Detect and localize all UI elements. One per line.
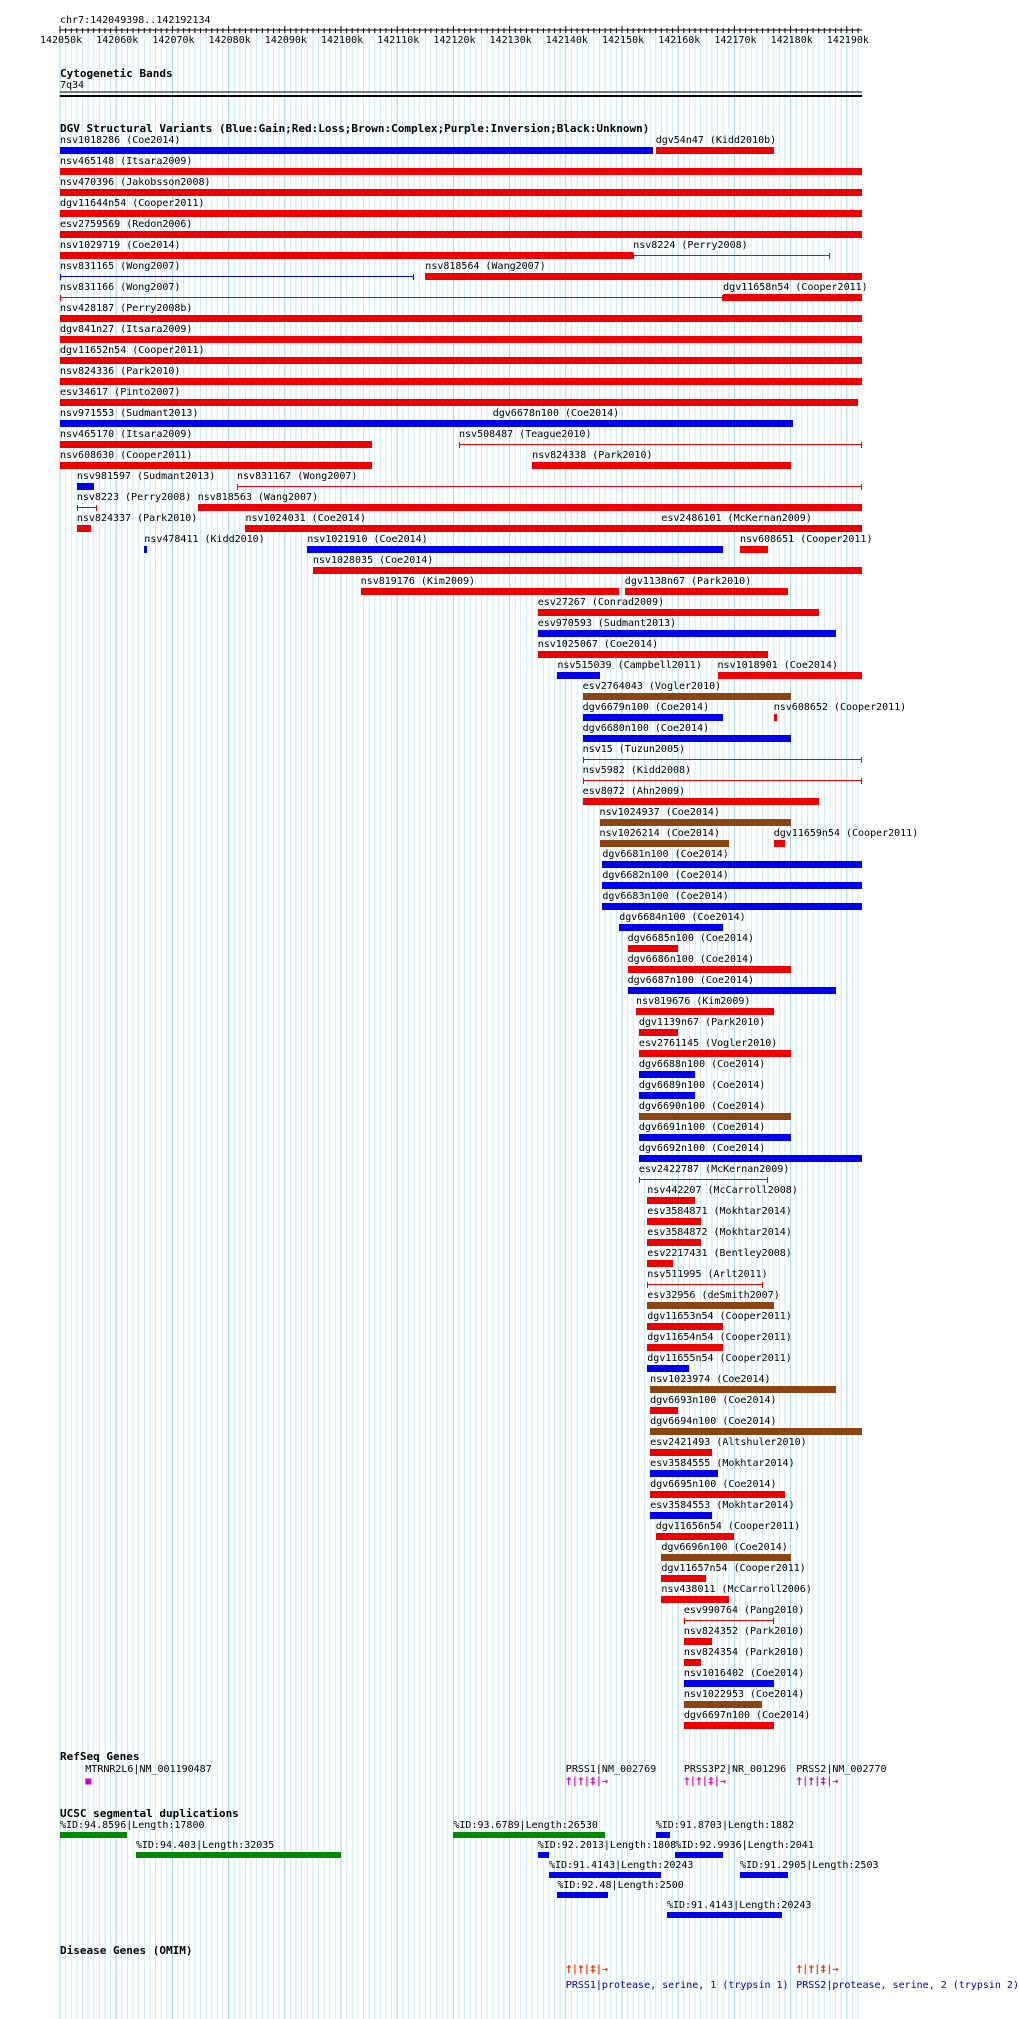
variant-bar[interactable]	[313, 567, 862, 574]
variant-tick	[583, 757, 584, 763]
variant-label[interactable]: nsv831165 (Wong2007)	[60, 261, 181, 272]
location-label: chr7:142049398..142192134	[60, 15, 211, 26]
variant-label[interactable]: nsv819176 (Kim2009)	[360, 576, 476, 587]
variant-bar[interactable]	[583, 759, 862, 760]
variant-tick	[647, 1282, 648, 1288]
variant-bar[interactable]	[198, 504, 862, 511]
variant-bar[interactable]	[650, 1449, 712, 1456]
variant-label[interactable]: dgv6684n100 (Coe2014)	[619, 912, 746, 923]
variant-bar[interactable]	[60, 315, 862, 322]
ruler-tick-label: 142160k	[658, 35, 701, 46]
variant-label[interactable]: dgv1139n67 (Park2010)	[638, 1017, 766, 1028]
variant-label[interactable]: dgv11657n54 (Cooper2011)	[661, 1563, 806, 1574]
variant-bar[interactable]	[625, 588, 788, 595]
variant-bar[interactable]	[60, 336, 862, 343]
variant-bar[interactable]	[60, 378, 862, 385]
segdup-label[interactable]: %ID:93.6789|Length:26530	[453, 1820, 598, 1831]
variant-label[interactable]: dgv6679n100 (Coe2014)	[582, 702, 710, 713]
variant-label[interactable]: dgv6688n100 (Coe2014)	[638, 1059, 766, 1070]
variant-tick	[60, 295, 61, 301]
variant-label[interactable]: nsv824337 (Park2010)	[76, 513, 198, 524]
ruler-tick-label: 142070k	[152, 35, 195, 46]
variant-bar[interactable]	[639, 1155, 862, 1162]
variant-bar[interactable]	[647, 1365, 689, 1372]
variant-tick	[77, 505, 78, 511]
variant-label[interactable]: esv990764 (Pang2010)	[683, 1605, 805, 1616]
variant-tick	[60, 274, 61, 280]
variant-bar[interactable]	[60, 210, 862, 217]
variant-label[interactable]: dgv11644n54 (Cooper2011)	[60, 198, 205, 209]
variant-label[interactable]: esv970593 (Sudmant2013)	[537, 618, 677, 629]
variant-bar[interactable]	[774, 840, 785, 847]
variant-bar[interactable]	[77, 525, 91, 532]
variant-bar[interactable]	[425, 273, 862, 280]
variant-bar[interactable]	[60, 462, 372, 469]
variant-bar[interactable]	[602, 903, 862, 910]
ruler-tick-label: 142150k	[602, 35, 645, 46]
variant-bar[interactable]	[583, 780, 862, 781]
variant-label[interactable]: dgv6686n100 (Coe2014)	[627, 954, 755, 965]
variant-bar[interactable]	[639, 1179, 768, 1180]
cytoband-label: 7q34	[60, 80, 85, 91]
variant-label[interactable]: nsv818563 (Wang2007)	[197, 492, 319, 503]
variant-bar[interactable]	[60, 399, 858, 406]
variant-bar[interactable]	[661, 1554, 790, 1561]
ruler-tick-label: 142170k	[714, 35, 757, 46]
variant-bar[interactable]	[237, 486, 862, 487]
ruler-tick-label: 142060k	[96, 35, 139, 46]
variant-label[interactable]: esv8072 (Ahn2009)	[582, 786, 686, 797]
gene-glyph-icon[interactable]: †|†|‡|→	[683, 1776, 726, 1787]
variant-bar[interactable]	[557, 672, 599, 679]
segdup-label[interactable]: %ID:94.8596|Length:17800	[60, 1820, 205, 1831]
variant-bar[interactable]	[583, 798, 819, 805]
segdup-bar[interactable]	[136, 1852, 341, 1858]
variant-bar[interactable]	[60, 168, 862, 175]
variant-bar[interactable]	[650, 1386, 835, 1393]
variant-label[interactable]: nsv1021910 (Coe2014)	[307, 534, 428, 545]
segdup-track-title[interactable]: UCSC segmental duplications	[60, 1807, 239, 1820]
variant-label[interactable]: esv2764043 (Vogler2010)	[582, 681, 722, 692]
ruler-tick-label: 142100k	[321, 35, 364, 46]
variant-bar[interactable]	[650, 1407, 678, 1414]
variant-label[interactable]: nsv442207 (McCarroll2008)	[647, 1185, 798, 1196]
variant-label[interactable]: nsv428187 (Perry2008b)	[60, 303, 193, 314]
variant-label[interactable]: dgv6692n100 (Coe2014)	[638, 1143, 766, 1154]
variant-bar[interactable]	[583, 714, 724, 721]
variant-bar[interactable]	[459, 444, 862, 445]
variant-label[interactable]: nsv608651 (Cooper2011)	[740, 534, 873, 545]
ruler-tick-label: 142140k	[545, 35, 588, 46]
variant-label[interactable]: esv2761145 (Vogler2010)	[638, 1038, 778, 1049]
segdup-label[interactable]: %ID:92.9936|Length:2041	[675, 1840, 814, 1851]
variant-bar[interactable]	[774, 714, 777, 721]
variant-label[interactable]: dgv6694n100 (Coe2014)	[650, 1416, 777, 1427]
variant-bar[interactable]	[628, 945, 679, 952]
variant-bar[interactable]	[647, 1260, 672, 1267]
variant-label[interactable]: nsv1023974 (Coe2014)	[650, 1374, 771, 1385]
variant-label[interactable]: dgv6683n100 (Coe2014)	[602, 891, 729, 902]
ruler-tick-label: 142090k	[264, 35, 307, 46]
variant-bar[interactable]	[650, 1428, 862, 1435]
segdup-bar[interactable]	[60, 1832, 127, 1838]
variant-tick	[639, 1177, 640, 1183]
variant-bar[interactable]	[77, 507, 97, 508]
variant-label[interactable]: nsv515039 (Campbell2011)	[557, 660, 702, 671]
variant-tick	[861, 442, 862, 448]
variant-bar[interactable]	[647, 1302, 773, 1309]
variant-bar[interactable]	[60, 147, 653, 154]
segdup-label[interactable]: %ID:92.48|Length:2500	[557, 1880, 684, 1891]
variant-bar[interactable]	[77, 483, 94, 490]
segdup-bar[interactable]	[656, 1832, 670, 1838]
variant-bar[interactable]	[684, 1620, 774, 1621]
variant-label[interactable]: esv3584872 (Mokhtar2014)	[647, 1227, 792, 1238]
variant-bar[interactable]	[639, 1113, 791, 1120]
ruler-tick-label: 142180k	[770, 35, 813, 46]
variant-label[interactable]: nsv824352 (Park2010)	[683, 1626, 805, 1637]
variant-tick	[413, 274, 414, 280]
variant-bar[interactable]	[647, 1284, 762, 1285]
variant-label[interactable]: nsv1026214 (Coe2014)	[599, 828, 720, 839]
variant-label[interactable]: dgv6681n100 (Coe2014)	[602, 849, 729, 860]
variant-label[interactable]: dgv11655n54 (Cooper2011)	[647, 1353, 792, 1364]
ruler-tick-label: 142110k	[377, 35, 420, 46]
segdup-bar[interactable]	[675, 1852, 723, 1858]
variant-bar[interactable]	[60, 231, 862, 238]
segdup-bar[interactable]	[538, 1852, 549, 1858]
variant-label[interactable]: esv3584871 (Mokhtar2014)	[647, 1206, 792, 1217]
variant-label[interactable]: dgv1138n67 (Park2010)	[624, 576, 752, 587]
variant-tick	[861, 484, 862, 490]
variant-label[interactable]: nsv5982 (Kidd2008)	[582, 765, 692, 776]
variant-label[interactable]: dgv6696n100 (Coe2014)	[661, 1542, 788, 1553]
variant-bar[interactable]	[650, 1512, 712, 1519]
variant-label[interactable]: nsv831166 (Wong2007)	[60, 282, 181, 293]
variant-tick	[767, 1177, 768, 1183]
variant-label[interactable]: esv2217431 (Bentley2008)	[647, 1248, 792, 1259]
variant-bar[interactable]	[650, 1470, 717, 1477]
segdup-label[interactable]: %ID:91.4143|Length:20243	[666, 1900, 812, 1911]
variant-label[interactable]: esv3584553 (Mokhtar2014)	[650, 1500, 795, 1511]
segdup-bar[interactable]	[740, 1872, 788, 1878]
variant-bar[interactable]	[538, 609, 819, 616]
variant-label[interactable]: dgv6680n100 (Coe2014)	[582, 723, 710, 734]
variant-tick	[96, 505, 97, 511]
gene-glyph-icon[interactable]: †|†|‡|→	[565, 1776, 608, 1787]
variant-label[interactable]: dgv6685n100 (Coe2014)	[627, 933, 755, 944]
omim-gene-glyph-icon[interactable]: †|†|‡|→	[565, 1964, 608, 1975]
variant-bar[interactable]	[684, 1680, 774, 1687]
variant-tick	[684, 1618, 685, 1624]
variant-bar[interactable]	[619, 924, 723, 931]
variant-bar[interactable]	[636, 1008, 774, 1015]
variant-label[interactable]: dgv6687n100 (Coe2014)	[627, 975, 755, 986]
variant-label[interactable]: nsv819676 (Kim2009)	[636, 996, 751, 1007]
variant-label[interactable]: nsv1024937 (Coe2014)	[599, 807, 720, 818]
variant-label[interactable]: nsv465170 (Itsara2009)	[60, 429, 193, 440]
variant-label[interactable]: dgv6691n100 (Coe2014)	[638, 1122, 766, 1133]
variant-label[interactable]: nsv1016402 (Coe2014)	[683, 1668, 805, 1679]
refseq-gene-label[interactable]: MTRNR2L6|NM_001190487	[85, 1764, 212, 1775]
variant-label[interactable]: dgv6682n100 (Coe2014)	[602, 870, 729, 881]
segdup-bar[interactable]	[549, 1872, 661, 1878]
variant-label[interactable]: nsv1029719 (Coe2014)	[60, 240, 181, 251]
segdup-label[interactable]: %ID:92.2013|Length:1808	[537, 1840, 677, 1851]
variant-label[interactable]: dgv6690n100 (Coe2014)	[638, 1101, 766, 1112]
ruler-tick-label: 142130k	[489, 35, 532, 46]
segdup-label[interactable]: %ID:91.2905|Length:2503	[740, 1860, 879, 1871]
variant-tick	[459, 442, 460, 448]
segdup-label[interactable]: %ID:94.403|Length:32035	[135, 1840, 275, 1851]
variant-label[interactable]: dgv11659n54 (Cooper2011)	[773, 828, 919, 839]
omim-gene-glyph-icon[interactable]: †|†|‡|→	[796, 1964, 839, 1975]
variant-bar[interactable]	[538, 630, 836, 637]
segdup-label[interactable]: %ID:91.8703|Length:1882	[655, 1820, 795, 1831]
variant-label[interactable]: nsv508487 (Teague2010)	[459, 429, 592, 440]
variant-bar[interactable]	[647, 1218, 700, 1225]
variant-bar[interactable]	[633, 255, 830, 256]
variant-bar[interactable]	[583, 735, 791, 742]
variant-bar[interactable]	[684, 1722, 774, 1729]
variant-bar[interactable]	[639, 1134, 791, 1141]
variant-bar[interactable]	[628, 987, 836, 994]
variant-label[interactable]: nsv438011 (McCarroll2006)	[661, 1584, 812, 1595]
variant-label[interactable]: nsv608652 (Cooper2011)	[773, 702, 907, 713]
variant-label[interactable]: esv2421493 (Altshuler2010)	[650, 1437, 807, 1448]
variant-label[interactable]: dgv11654n54 (Cooper2011)	[647, 1332, 792, 1343]
variant-bar[interactable]	[647, 1344, 723, 1351]
variant-label[interactable]: nsv824338 (Park2010)	[532, 450, 653, 461]
variant-tick	[633, 253, 634, 259]
variant-label[interactable]: dgv11658n54 (Cooper2011)	[723, 282, 868, 293]
ruler-tick-label: 142080k	[208, 35, 251, 46]
variant-label[interactable]: esv2422787 (McKernan2009)	[638, 1164, 790, 1175]
variant-label[interactable]: nsv478411 (Kidd2010)	[144, 534, 265, 545]
dgv-track-title[interactable]: DGV Structural Variants (Blue:Gain;Red:Loss;Brown:Complex;Purple:Inversion;Black:Unknown)	[60, 122, 650, 135]
refseq-gene-label[interactable]: PRSS3P2|NR_001296	[683, 1764, 787, 1775]
variant-label[interactable]: nsv1028035 (Coe2014)	[312, 555, 434, 566]
variant-bar[interactable]	[583, 693, 791, 700]
variant-bar[interactable]	[740, 546, 768, 553]
variant-bar[interactable]	[60, 189, 862, 196]
variant-label[interactable]: nsv15 (Tuzun2005)	[582, 744, 686, 755]
variant-bar[interactable]	[661, 525, 862, 532]
variant-label[interactable]: nsv824336 (Park2010)	[60, 366, 181, 377]
variant-tick	[237, 484, 238, 490]
variant-tick	[773, 1618, 774, 1624]
variant-bar[interactable]	[60, 420, 793, 427]
variant-bar[interactable]	[144, 546, 147, 553]
cytoband-track-title[interactable]: Cytogenetic Bands	[60, 67, 173, 80]
variant-label[interactable]: esv3584555 (Mokhtar2014)	[650, 1458, 795, 1469]
variant-label[interactable]: nsv470396 (Jakobsson2008)	[60, 177, 211, 188]
variant-bar[interactable]	[602, 882, 862, 889]
variant-bar[interactable]	[361, 588, 620, 595]
variant-label[interactable]: nsv831167 (Wong2007)	[237, 471, 358, 482]
segdup-bar[interactable]	[667, 1912, 782, 1918]
variant-bar[interactable]	[639, 1029, 678, 1036]
variant-bar[interactable]	[600, 819, 791, 826]
variant-label[interactable]: esv32956 (deSmith2007)	[647, 1290, 780, 1301]
variant-label[interactable]: nsv8223 (Perry2008)	[76, 492, 192, 503]
variant-label[interactable]: nsv1024031 (Coe2014)	[245, 513, 366, 524]
variant-label[interactable]: dgv6678n100 (Coe2014)	[492, 408, 620, 419]
variant-bar[interactable]	[60, 297, 723, 298]
variant-bar[interactable]	[647, 1197, 695, 1204]
variant-label[interactable]: dgv6689n100 (Coe2014)	[638, 1080, 766, 1091]
refseq-gene-label[interactable]: PRSS1|NM_002769	[565, 1764, 657, 1775]
variant-label[interactable]: nsv1022953 (Coe2014)	[683, 1689, 805, 1700]
variant-label[interactable]: dgv54n47 (Kidd2010b)	[655, 135, 777, 146]
variant-label[interactable]: nsv1018901 (Coe2014)	[717, 660, 838, 671]
variant-tick	[861, 778, 862, 784]
variant-bar[interactable]	[661, 1596, 728, 1603]
variant-bar[interactable]	[60, 357, 862, 364]
variant-bar[interactable]	[307, 546, 723, 553]
variant-label[interactable]: dgv6697n100 (Coe2014)	[683, 1710, 811, 1721]
variant-label[interactable]: nsv608630 (Cooper2011)	[60, 450, 193, 461]
variant-label[interactable]: nsv1018286 (Coe2014)	[60, 135, 181, 146]
ruler-tick-label: 142120k	[433, 35, 476, 46]
variant-label[interactable]: nsv818564 (Wang2007)	[425, 261, 546, 272]
variant-bar[interactable]	[656, 1533, 735, 1540]
variant-bar[interactable]	[602, 861, 862, 868]
segdup-bar[interactable]	[453, 1832, 605, 1838]
variant-bar[interactable]	[661, 1575, 706, 1582]
gene-glyph-icon[interactable]: ■	[85, 1776, 92, 1787]
variant-tick	[762, 1282, 763, 1288]
refseq-track-title[interactable]: RefSeq Genes	[60, 1750, 140, 1763]
variant-label[interactable]: nsv511995 (Arlt2011)	[647, 1269, 768, 1280]
variant-label[interactable]: nsv981597 (Sudmant2013)	[76, 471, 216, 482]
segdup-bar[interactable]	[557, 1892, 608, 1898]
variant-tick	[583, 778, 584, 784]
variant-label[interactable]: nsv465148 (Itsara2009)	[60, 156, 193, 167]
variant-bar[interactable]	[60, 252, 633, 259]
omim-gene-label[interactable]: PRSS2|protease, serine, 2 (trypsin 2)	[796, 1980, 1019, 1991]
variant-label[interactable]: dgv11653n54 (Cooper2011)	[647, 1311, 792, 1322]
variant-label[interactable]: esv2486101 (McKernan2009)	[661, 513, 812, 524]
variant-label[interactable]: dgv11652n54 (Cooper2011)	[60, 345, 205, 356]
variant-tick	[861, 757, 862, 763]
variant-label[interactable]: dgv6695n100 (Coe2014)	[650, 1479, 777, 1490]
variant-bar[interactable]	[60, 441, 372, 448]
gene-glyph-icon[interactable]: †|†|‡|→	[796, 1776, 839, 1787]
variant-bar[interactable]	[647, 1323, 723, 1330]
variant-label[interactable]: dgv11656n54 (Cooper2011)	[655, 1521, 801, 1532]
variant-label[interactable]: nsv1025067 (Coe2014)	[537, 639, 659, 650]
variant-bar[interactable]	[60, 276, 414, 277]
refseq-gene-label[interactable]: PRSS2|NM_002770	[796, 1764, 887, 1775]
variant-bar[interactable]	[538, 651, 768, 658]
variant-bar[interactable]	[628, 966, 791, 973]
variant-bar[interactable]	[639, 1071, 695, 1078]
variant-label[interactable]: dgv841n27 (Itsara2009)	[60, 324, 193, 335]
ruler-tick-label: 142050k	[40, 35, 83, 46]
variant-bar[interactable]	[600, 840, 729, 847]
segdup-label[interactable]: %ID:91.4143|Length:20243	[548, 1860, 694, 1871]
variant-label[interactable]: esv27267 (Conrad2009)	[537, 597, 665, 608]
variant-bar[interactable]	[532, 462, 791, 469]
variant-bar[interactable]	[639, 1092, 695, 1099]
omim-gene-label[interactable]: PRSS1|protease, serine, 1 (trypsin 1)	[565, 1980, 789, 1991]
variant-tick	[829, 253, 830, 259]
variant-bar[interactable]	[639, 1050, 791, 1057]
variant-label[interactable]: nsv8224 (Perry2008)	[633, 240, 748, 251]
variant-label[interactable]: nsv824354 (Park2010)	[683, 1647, 805, 1658]
variant-bar[interactable]	[723, 294, 862, 301]
variant-label[interactable]: dgv6693n100 (Coe2014)	[650, 1395, 777, 1406]
variant-bar[interactable]	[647, 1239, 700, 1246]
variant-label[interactable]: nsv971553 (Sudmant2013)	[60, 408, 199, 419]
variant-bar[interactable]	[684, 1659, 701, 1666]
variant-bar[interactable]	[684, 1638, 712, 1645]
ruler-tick-label: 142190k	[826, 35, 869, 46]
variant-label[interactable]: esv2759569 (Redon2006)	[60, 219, 193, 230]
omim-track-title[interactable]: Disease Genes (OMIM)	[60, 1944, 193, 1957]
variant-bar[interactable]	[650, 1491, 785, 1498]
variant-bar[interactable]	[718, 672, 862, 679]
variant-label[interactable]: esv34617 (Pinto2007)	[60, 387, 181, 398]
variant-bar[interactable]	[656, 147, 774, 154]
variant-bar[interactable]	[245, 525, 661, 532]
variant-bar[interactable]	[684, 1701, 763, 1708]
